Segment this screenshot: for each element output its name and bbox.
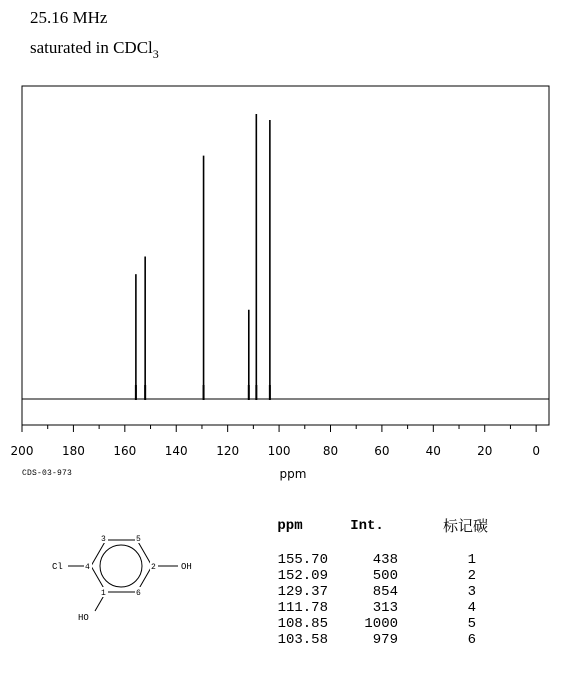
- cell-carbon-label: 1: [467, 552, 476, 568]
- substituent-ho: HO: [78, 613, 89, 623]
- table-row: [232, 552, 488, 568]
- x-tick-label: 80: [322, 444, 339, 458]
- peak-table-body: [232, 552, 488, 648]
- cell-ppm: 108.85: [277, 616, 328, 632]
- cell-carbon-label: 2: [467, 568, 476, 584]
- catalog-code: CDS-03-973: [22, 469, 73, 478]
- ring-label-3: 3: [101, 535, 106, 544]
- solvent-text: saturated in CDCl: [30, 38, 153, 57]
- cell-ppm: 111.78: [277, 600, 328, 616]
- x-tick-label: 100: [267, 444, 291, 458]
- x-tick-label: 180: [61, 444, 85, 458]
- peak-base-mark: [144, 385, 146, 400]
- peak-base-mark: [135, 385, 137, 400]
- x-axis-ticks: [22, 425, 536, 432]
- x-tick-label: 120: [216, 444, 240, 458]
- cell-ppm: 103.58: [277, 632, 328, 648]
- x-tick-label: 140: [164, 444, 188, 458]
- structure-diagram: [40, 525, 225, 660]
- table-row: [232, 616, 488, 632]
- cell-intensity: 979: [372, 632, 398, 648]
- cell-ppm: 129.37: [277, 584, 328, 600]
- spectrometer-frequency: 25.16 MHz: [30, 8, 108, 27]
- ring-label-2: 2: [151, 563, 156, 572]
- ring-label-5: 5: [136, 535, 141, 544]
- solvent-subscript: 3: [152, 47, 159, 61]
- peak-table: [232, 515, 488, 648]
- x-tick-label: 20: [477, 444, 493, 458]
- x-axis-tick-labels: [11, 444, 540, 458]
- table-row: [232, 600, 488, 616]
- ring-label-1: 1: [101, 589, 106, 598]
- substituent-cl: Cl: [52, 562, 63, 572]
- cell-carbon-label: 4: [467, 600, 476, 616]
- x-tick-label: 40: [425, 444, 441, 458]
- header-intensity: Int.: [350, 517, 384, 534]
- x-axis-label: ppm: [279, 467, 307, 481]
- aromatic-ring-circle: [100, 545, 142, 587]
- header-ppm: ppm: [277, 517, 303, 534]
- plot-frame: [22, 86, 549, 425]
- cell-carbon-label: 5: [467, 616, 476, 632]
- table-row: [232, 568, 488, 584]
- cell-intensity: 1000: [364, 616, 398, 632]
- ring-label-6: 6: [136, 589, 141, 598]
- cell-intensity: 854: [372, 584, 398, 600]
- header-carbon-label: 标记碳: [442, 517, 488, 535]
- cell-intensity: 313: [372, 600, 398, 616]
- cell-intensity: 500: [372, 568, 398, 584]
- table-row: [232, 584, 488, 600]
- table-row: [232, 632, 488, 648]
- cell-ppm: 152.09: [277, 568, 328, 584]
- x-tick-label: 200: [10, 444, 34, 458]
- ring-label-4: 4: [85, 563, 90, 572]
- cell-carbon-label: 6: [467, 632, 476, 648]
- peak-table-header: [232, 515, 488, 552]
- peak-base-mark: [203, 385, 205, 400]
- x-tick-label: 160: [113, 444, 137, 458]
- peak-base-mark: [269, 385, 271, 400]
- peaks-layer: [135, 114, 271, 400]
- cell-carbon-label: 3: [467, 584, 476, 600]
- cell-intensity: 438: [372, 552, 398, 568]
- x-tick-label: 60: [374, 444, 390, 458]
- cell-ppm: 155.70: [277, 552, 328, 568]
- substituent-oh: OH: [181, 562, 192, 572]
- peak-base-mark: [255, 385, 257, 400]
- peak-base-mark: [248, 385, 250, 400]
- x-tick-label: 0: [532, 444, 540, 458]
